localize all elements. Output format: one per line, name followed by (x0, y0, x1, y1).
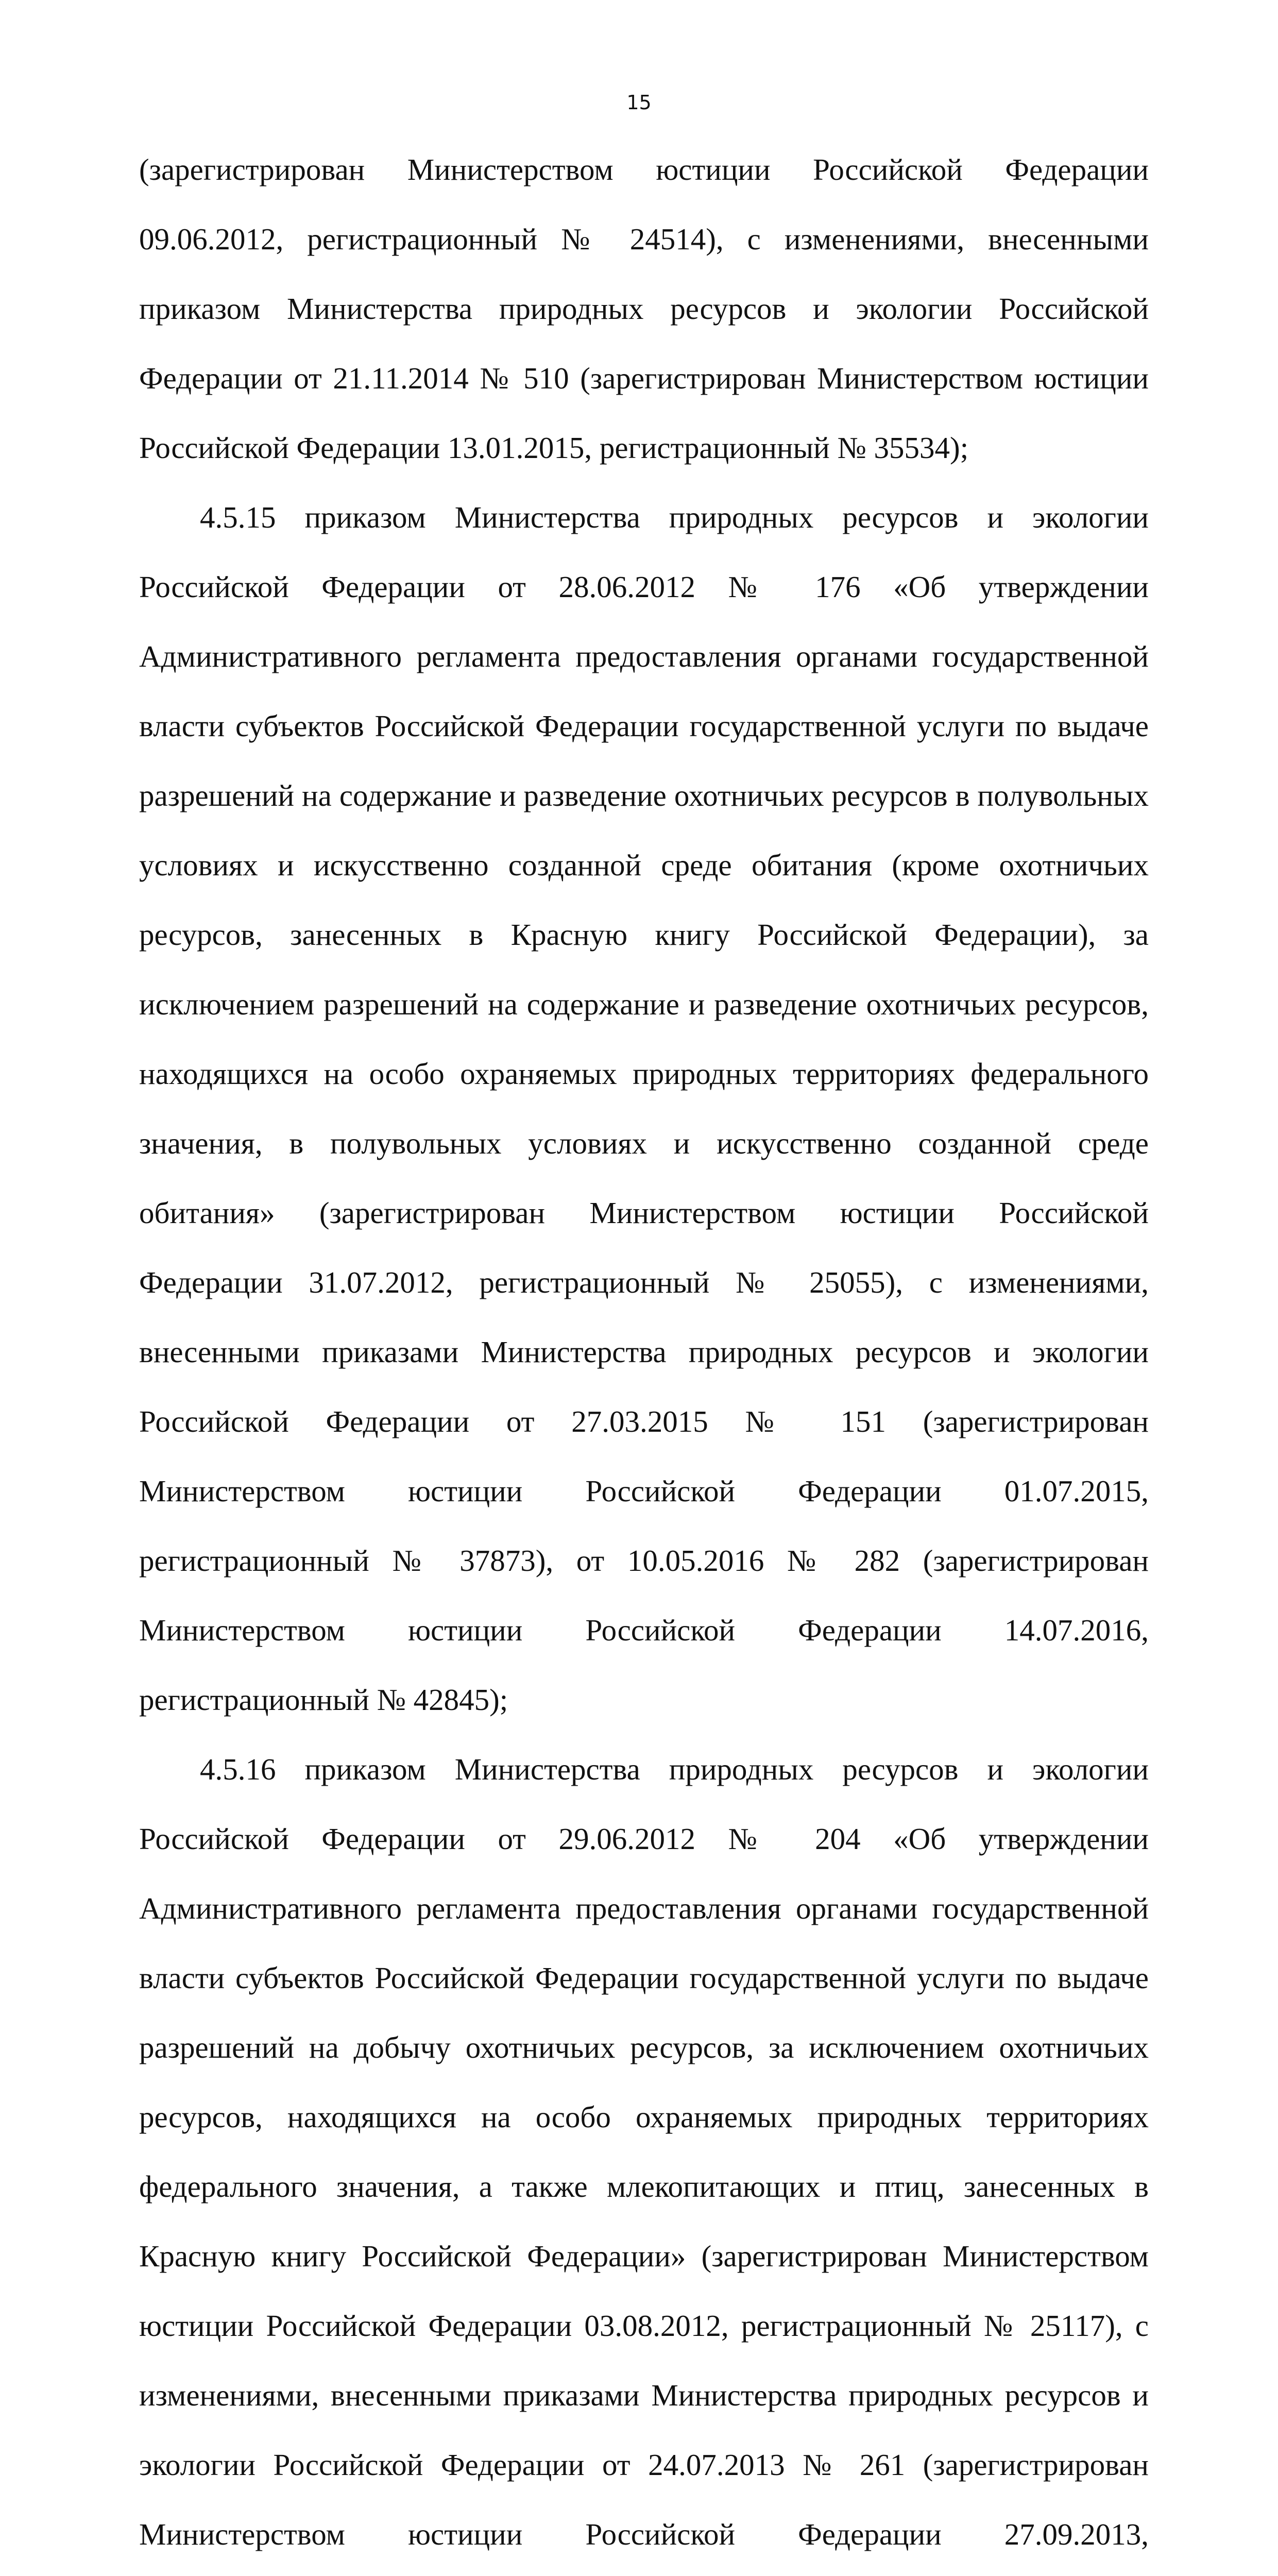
document-body (139, 135, 1149, 2576)
paragraph-item-4-5-15: 4.5.15 приказом Министерства природных ресурсов и экологии Российской Федерации от 28.06.2012 № 176 «Об утверждении Административного регламента предоставления органами государственной власти субъектов Российской Федерации государственной услуги по выдаче разрешений на содержание и разведение охотничьих ресурсов в полувольных условиях и искусственно созданной среде обитания (кроме охотничьих ресурсов, занесенных в Красную книгу Российской Федерации), за исключением разрешений на содержание и разведение охотничьих ресурсов, находящихся на особо охраняемых природных территориях федерального значения, в полувольных условиях и искусственно созданной среде обитания» (зарегистрирован Министерством юстиции Российской Федерации 31.07.2012, регистрационный № 25055), с изменениями, внесенными приказами Министерства природных ресурсов и экологии Российской Федерации от 27.03.2015 № 151 (зарегистрирован Министерством юстиции Российской Федерации 01.07.2015, регистрационный № 37873), от 10.05.2016 № 282 (зарегистрирован Министерством юстиции Российской Федерации 14.07.2016, регистрационный № 42845); (139, 500, 1149, 1717)
page-number: 15 (626, 91, 652, 114)
paragraph-continuation: (зарегистрирован Министерством юстиции Российской Федерации 09.06.2012, регистрационный № 24514), с изменениями, внесенными приказом Министерства природных ресурсов и экологии Российской Федерации от 21.11.2014 № 510 (зарегистрирован Министерством юстиции Российской Федерации 13.01.2015, регистрационный № 35534); (139, 152, 1149, 465)
paragraph-item-4-5-16: 4.5.16 приказом Министерства природных ресурсов и экологии Российской Федерации от 29.06.2012 № 204 «Об утверждении Административного регламента предоставления органами государственной власти субъектов Российской Федерации государственной услуги по выдаче разрешений на добычу охотничьих ресурсов, за исключением охотничьих ресурсов, находящихся на особо охраняемых природных территориях федерального значения, а также млекопитающих и птиц, занесенных в Красную книгу Российской Федерации» (зарегистрирован Министерством юстиции Российской Федерации 03.08.2012, регистрационный № 25117), с изменениями, внесенными приказами Министерства природных ресурсов и экологии Российской Федерации от 24.07.2013 № 261 (зарегистрирован Министерством юстиции Российской Федерации 27.09.2013, (139, 1752, 1149, 2551)
